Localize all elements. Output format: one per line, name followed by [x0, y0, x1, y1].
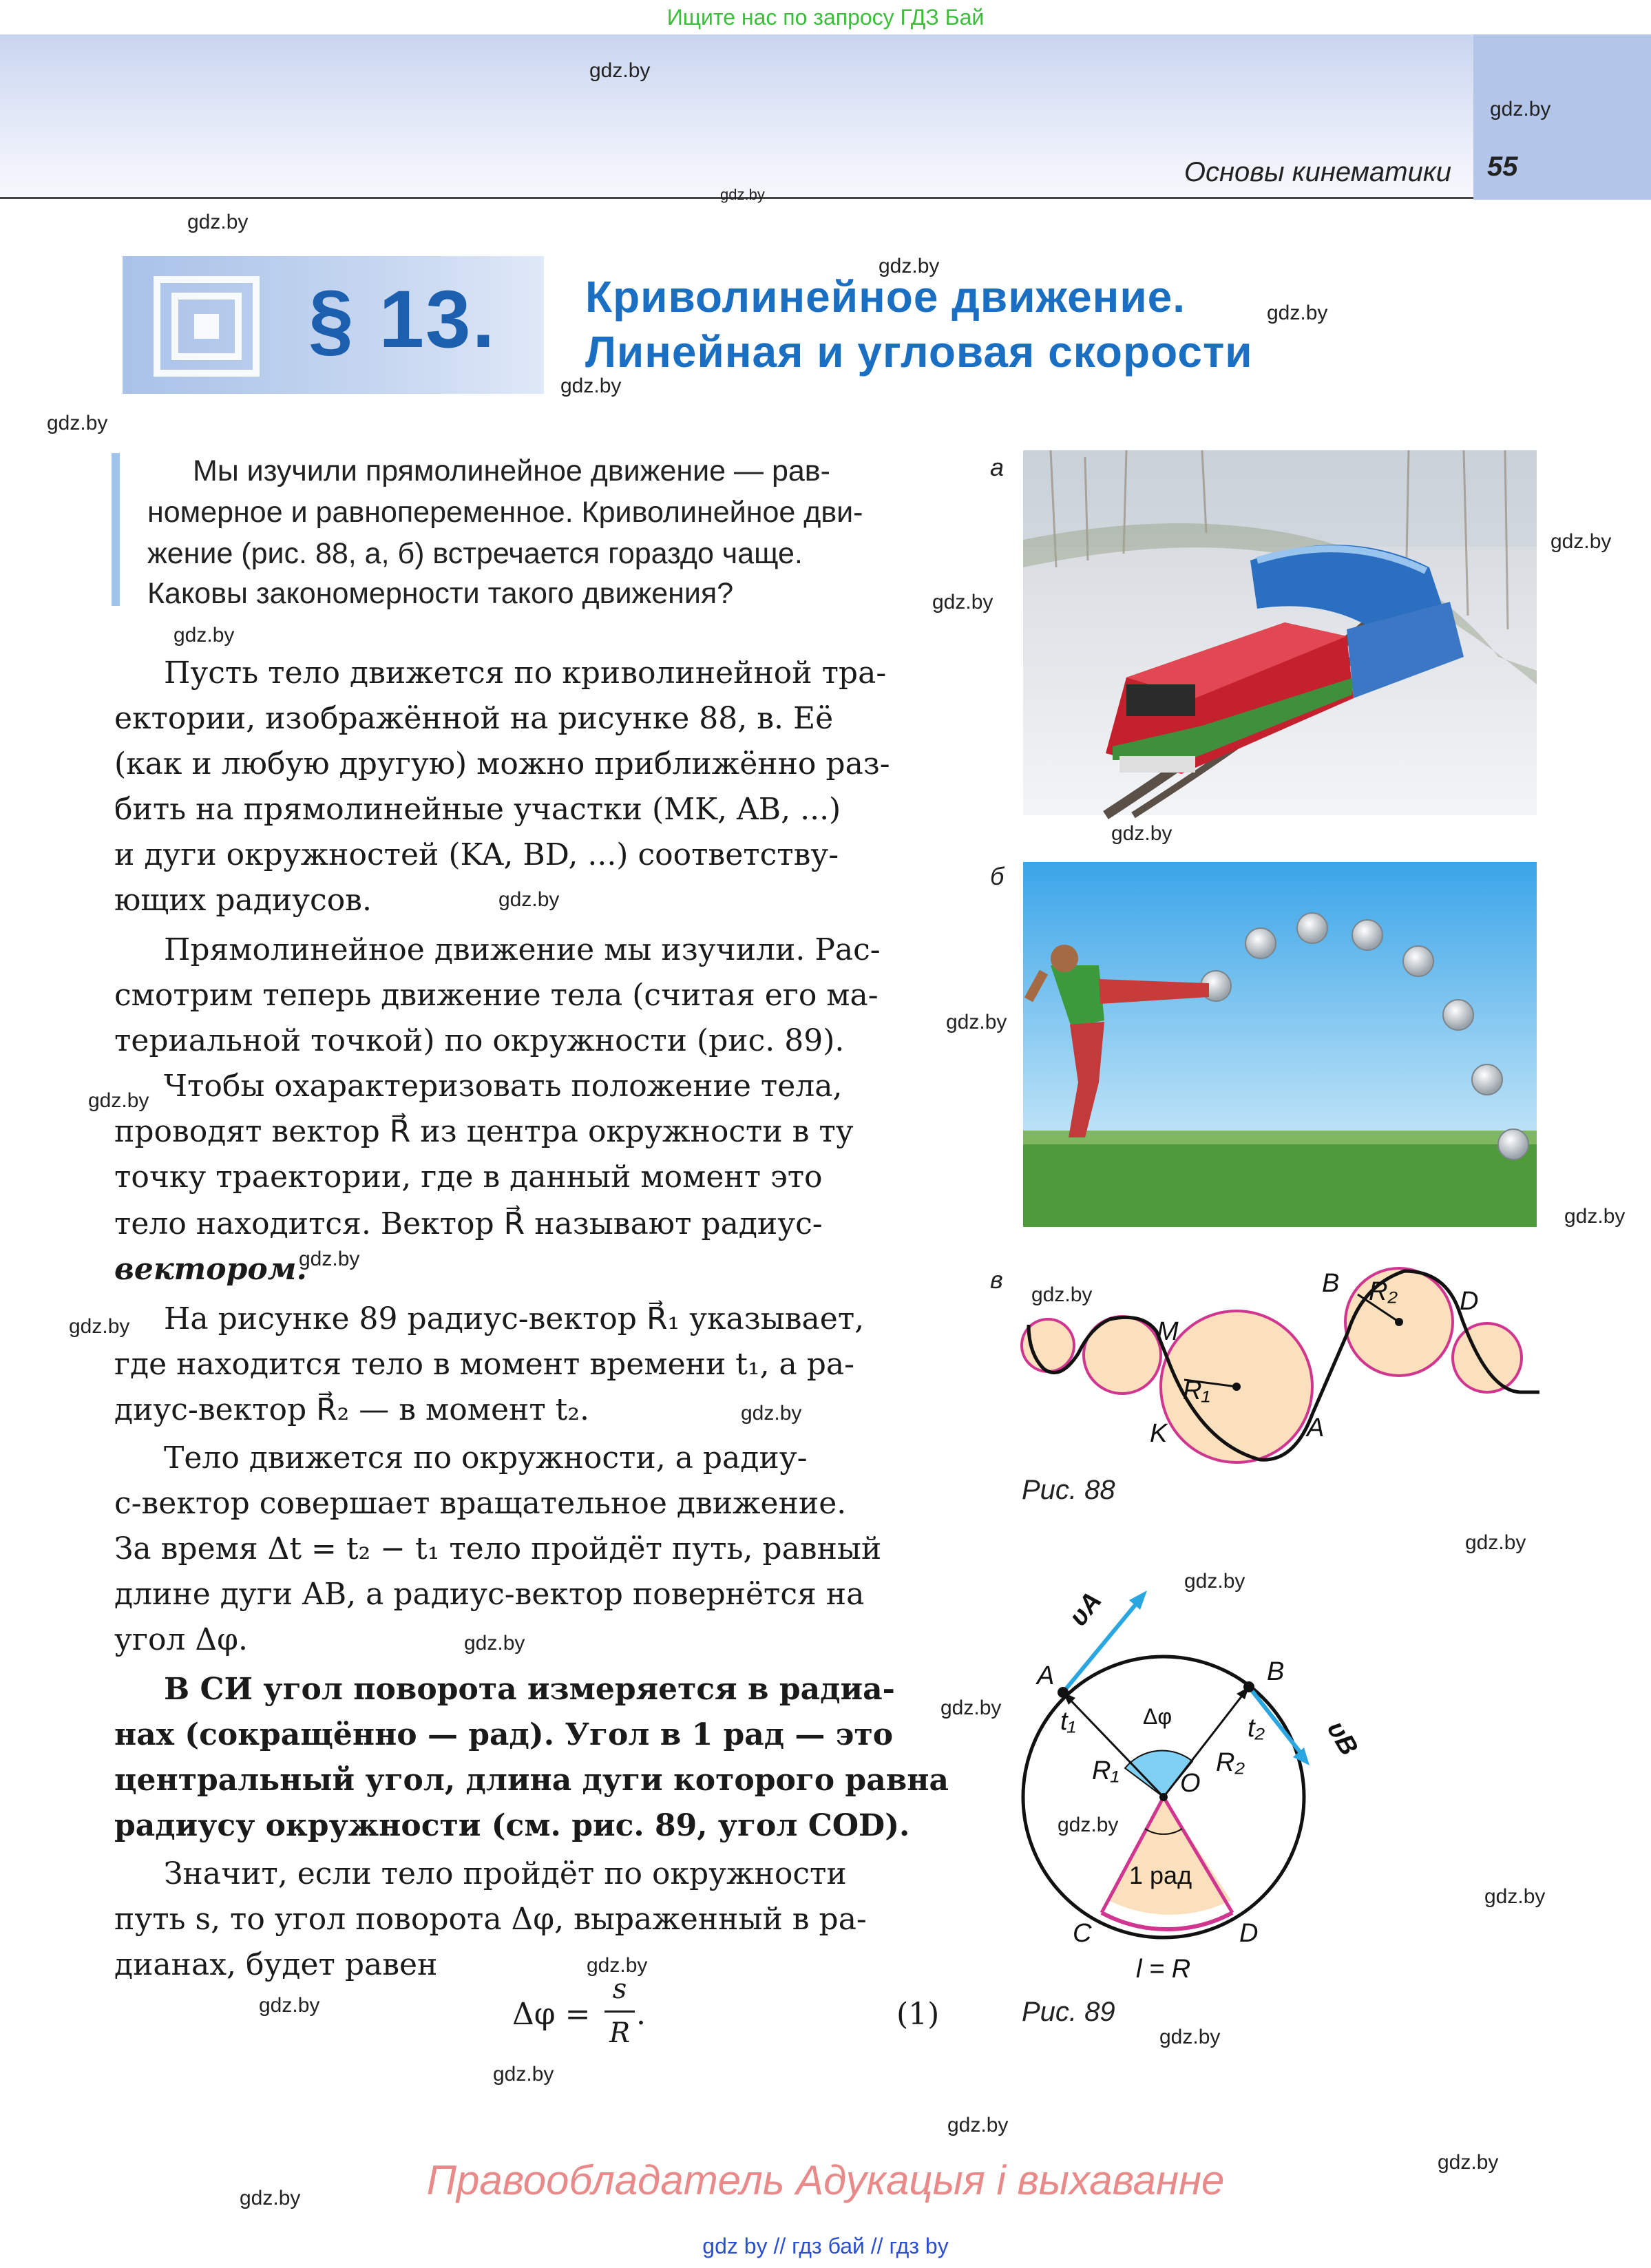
body-line: длине дуги AB, а радиус-вектор повернётся на	[114, 1577, 865, 1612]
body-line-rule: В СИ угол поворота измеряется в радиа-	[164, 1672, 895, 1707]
watermark: gdz.by	[1564, 1205, 1626, 1228]
intro-line: жение (рис. 88, а, б) встречается гораздо чаще.	[147, 537, 803, 570]
copyright-line: Правообладатель Адукацыя і выхаванне	[426, 2157, 1225, 2203]
label-center-O: O	[1180, 1769, 1201, 1798]
body-line: ектории, изображённой на рисунке 88, в. Её	[114, 701, 834, 736]
label-delta-phi: Δφ	[1143, 1704, 1172, 1729]
watermark: gdz.by	[720, 186, 765, 203]
label-point-K: K	[1150, 1419, 1168, 1448]
label-R1: R₁	[1092, 1756, 1119, 1785]
footer-links[interactable]: gdz by // гдз бай // гдз by	[702, 2234, 949, 2258]
watermark: gdz.by	[187, 211, 249, 233]
watermark: gdz.by	[47, 412, 108, 434]
formula-numerator: s	[612, 1973, 627, 2005]
body-line: точку траектории, где в данный момент это	[114, 1159, 823, 1195]
label-R2: R₂	[1216, 1748, 1245, 1777]
watermark: gdz.by	[493, 2063, 554, 2086]
body-line: тело находится. Вектор R⃗ называют радиус-	[114, 1206, 823, 1241]
label-radius-R2: R₂	[1369, 1277, 1398, 1306]
trajectory-diagram	[1019, 1264, 1542, 1464]
label-point-D: D	[1239, 1919, 1259, 1948]
running-head: Основы кинематики	[1184, 157, 1451, 187]
formula-number: (1)	[896, 1997, 940, 2032]
watermark: gdz.by	[1159, 2026, 1221, 2048]
body-line-term: вектором.	[114, 1252, 307, 1287]
figure-89-caption: Рис. 89	[1022, 1997, 1115, 2027]
watermark: gdz.by	[879, 255, 940, 277]
section-number: § 13.	[308, 274, 496, 365]
body-line: териальной точкой) по окружности (рис. 89).	[114, 1023, 845, 1058]
body-line: Тело движется по окружности, а радиу-	[164, 1440, 808, 1476]
watermark: gdz.by	[1031, 1283, 1093, 1306]
intro-line: Каковы закономерности такого движения?	[147, 577, 734, 610]
watermark: gdz.by	[1490, 98, 1551, 120]
body-line: ющих радиусов.	[114, 883, 372, 918]
watermark: gdz.by	[173, 624, 235, 647]
body-line: где находится тело в момент времени t₁, а ра-	[114, 1347, 855, 1382]
label-t2: t₂	[1248, 1714, 1265, 1743]
body-line: угол Δφ.	[114, 1622, 248, 1657]
concentric-squares-icon	[156, 278, 257, 375]
watermark: gdz.by	[299, 1248, 360, 1270]
formula-fraction-bar	[604, 2010, 635, 2013]
label-one-radian: 1 рад	[1129, 1861, 1192, 1889]
watermark: gdz.by	[1438, 2151, 1499, 2174]
body-line: На рисунке 89 радиус-вектор R⃗₁ указывает,	[164, 1301, 865, 1336]
label-point-D: D	[1460, 1287, 1479, 1316]
label-point-B: B	[1322, 1269, 1340, 1298]
section-title-line-1: Криволинейное движение.	[585, 272, 1186, 322]
body-line: (как и любую другую) можно приближённо раз-	[114, 746, 890, 781]
formula-tail: .	[636, 1997, 646, 2032]
body-line: дианах, будет равен	[114, 1947, 438, 1982]
formula-denominator: R	[609, 2017, 631, 2049]
watermark: gdz.by	[946, 1011, 1007, 1033]
label-velocity-A: υA	[1063, 1586, 1108, 1632]
intro-line: номерное и равнопеременное. Криволинейное дви-	[147, 496, 863, 529]
label-t1: t₁	[1060, 1707, 1076, 1736]
body-line: Чтобы охарактеризовать положение тела,	[164, 1069, 843, 1104]
watermark: gdz.by	[1184, 1570, 1245, 1593]
body-line: путь s, то угол поворота Δφ, выраженный в ра-	[114, 1902, 867, 1937]
label-point-C: C	[1073, 1919, 1092, 1948]
label-point-B: B	[1267, 1657, 1285, 1686]
section-title-line-2: Линейная и угловая скорости	[585, 327, 1253, 377]
label-arc-length: l = R	[1136, 1955, 1191, 1984]
watermark: gdz.by	[560, 375, 622, 397]
body-line: бить на прямолинейные участки (MK, AB, ...)	[114, 792, 841, 827]
watermark: gdz.by	[1267, 302, 1328, 324]
train-photo	[1023, 450, 1537, 815]
watermark: gdz.by	[1484, 1885, 1546, 1908]
watermark: gdz.by	[1465, 1531, 1526, 1554]
body-line: диус-вектор R⃗₂ — в момент t₂.	[114, 1392, 589, 1427]
label-point-A: A	[1037, 1661, 1055, 1690]
watermark: gdz.by	[1111, 822, 1172, 845]
intro-line: Мы изучили прямолинейное движение — рав-	[193, 454, 830, 487]
body-line: и дуги окружностей (KA, BD, ...) соответству-	[114, 837, 839, 872]
figure-letter-v: в	[990, 1266, 1003, 1294]
circle-motion-diagram	[1012, 1577, 1364, 1990]
watermark: gdz.by	[589, 59, 651, 82]
body-line: Пусть тело движется по криволинейной тра-	[164, 655, 887, 691]
watermark: gdz.by	[932, 591, 993, 613]
body-line: За время Δt = t₂ − t₁ тело пройдёт путь, равный	[114, 1531, 882, 1566]
label-velocity-B: υB	[1321, 1716, 1364, 1761]
watermark: gdz.by	[498, 888, 560, 911]
watermark: gdz.by	[587, 1954, 648, 1977]
page-number: 55	[1487, 151, 1518, 182]
formula-lhs: Δφ =	[512, 1997, 591, 2032]
football-photo	[1023, 862, 1537, 1227]
body-line: с-вектор совершает вращательное движение.	[114, 1486, 847, 1521]
watermark: gdz.by	[940, 1697, 1002, 1719]
figure-88-caption: Рис. 88	[1022, 1475, 1115, 1505]
body-line: смотрим теперь движение тела (считая его ма-	[114, 978, 879, 1013]
body-line: проводят вектор R⃗ из центра окружности в ту	[114, 1114, 854, 1149]
label-radius-R1: R₁	[1183, 1376, 1210, 1405]
body-line-rule: центральный угол, длина дуги которого равна	[114, 1763, 949, 1798]
watermark: gdz.by	[741, 1402, 802, 1425]
watermark: gdz.by	[947, 2114, 1009, 2136]
watermark: gdz.by	[464, 1632, 525, 1655]
body-line-rule: радиусу окружности (см. рис. 89, угол COD).	[114, 1808, 910, 1843]
body-line: Значит, если тело пройдёт по окружности	[164, 1856, 847, 1891]
figure-letter-b: б	[990, 862, 1005, 890]
watermark: gdz.by	[69, 1315, 130, 1338]
watermark: gdz.by	[259, 1994, 320, 2017]
watermark: gdz.by	[1058, 1814, 1119, 1836]
watermark: gdz.by	[1550, 530, 1612, 553]
intro-accent-bar	[112, 453, 120, 606]
body-line-rule: нах (сокращённо — рад). Угол в 1 рад — это	[114, 1717, 894, 1752]
watermark: gdz.by	[88, 1089, 149, 1112]
top-banner: Ищите нас по запросу ГДЗ Бай	[666, 5, 985, 30]
watermark: gdz.by	[240, 2187, 301, 2209]
label-point-M: M	[1157, 1317, 1179, 1346]
figure-letter-a: а	[990, 453, 1005, 481]
body-line: Прямолинейное движение мы изучили. Рас-	[164, 932, 881, 967]
label-point-A: A	[1307, 1414, 1325, 1442]
